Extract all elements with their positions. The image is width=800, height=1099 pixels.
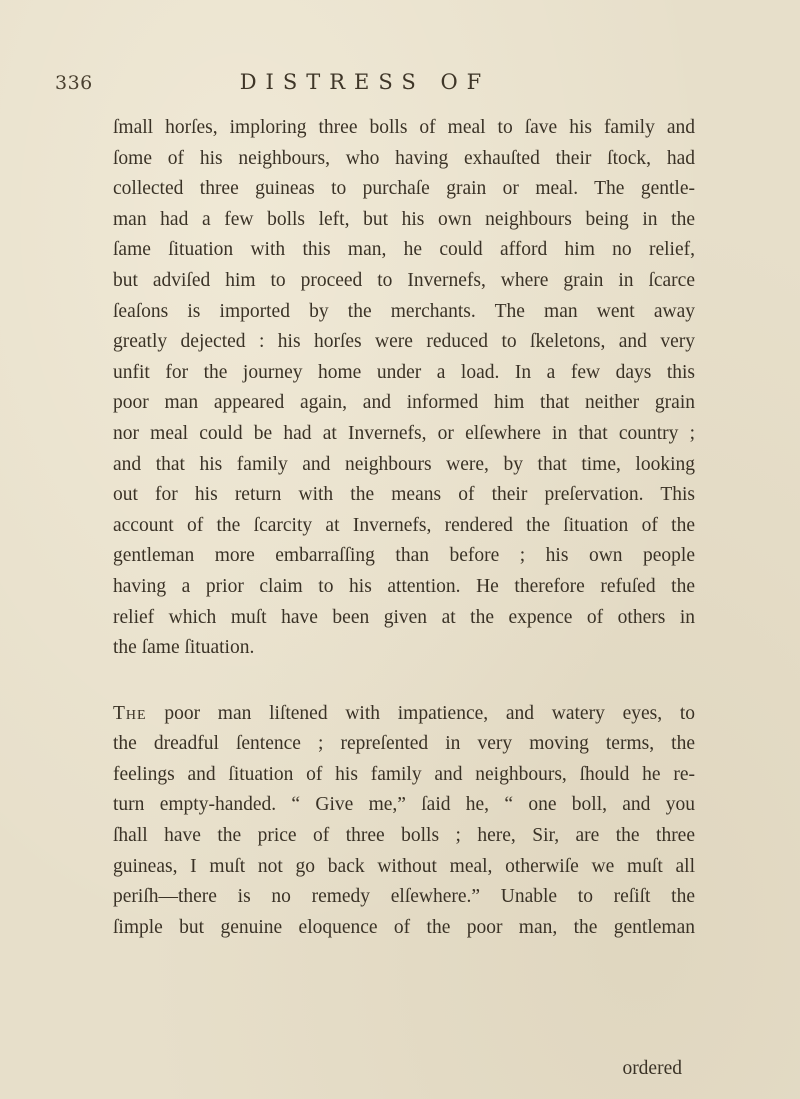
text-line: nor meal could be had at Invernefs, or elſewhere in that country ;	[113, 422, 695, 444]
text-line: turn empty-handed. “ Give me,” ſaid he, “ one boll, and you	[113, 794, 695, 816]
text-line: account of the ſcarcity at Invernefs, rendered the ſituation of the	[113, 514, 695, 536]
text-line: the dreadful ſentence ; repreſented in very moving terms, the	[113, 733, 695, 755]
body-text	[113, 113, 695, 943]
text-line: ſmall horſes, imploring three bolls of meal to ſave his family and	[113, 117, 695, 138]
page-header	[0, 66, 800, 100]
text-line: the ſame ſituation.	[113, 637, 255, 659]
text-line: ſhall have the price of three bolls ; here, Sir, are the three	[113, 825, 695, 847]
text-line-first	[113, 699, 695, 730]
text-line: out for his return with the means of their preſervation. This	[113, 484, 695, 506]
text-line: gentleman more embarraſſing than before ; his own people	[113, 545, 695, 567]
catchword: ordered	[622, 1058, 682, 1079]
text-line: collected three guineas to purchaſe grain or meal. The gentle-	[113, 178, 695, 200]
text-line: ſame ſituation with this man, he could afford him no relief,	[113, 239, 695, 261]
running-head: DISTRESS OF	[239, 70, 491, 94]
text-line: relief which muſt have been given at the expence of others in	[113, 606, 695, 628]
page-number: 336	[55, 72, 93, 94]
text-line: guineas, I muſt not go back without meal, otherwiſe we muſt all	[113, 855, 695, 877]
text-line: having a prior claim to his attention. He therefore refuſed the	[113, 575, 695, 597]
text-line: feelings and ſituation of his family and neighbours, ſhould he re-	[113, 763, 695, 785]
text-line: ſeaſons is imported by the merchants. The man went away	[113, 300, 695, 322]
first-line-rest: poor man liſtened with impatience, and watery eyes, to	[146, 702, 695, 724]
text-line: and that his family and neighbours were, by that time, looking	[113, 453, 695, 475]
text-line: greatly dejected : his horſes were reduced to ſkeletons, and very	[113, 331, 695, 353]
text-line: ſimple but genuine eloquence of the poor man, the gentleman	[113, 916, 695, 938]
text-line: but adviſed him to proceed to Invernefs, where grain in ſcarce	[113, 269, 695, 291]
text-line: periſh—there is no remedy elſewhere.” Unable to reſiſt the	[113, 886, 695, 908]
paragraph-gap	[113, 664, 695, 699]
paragraph-2	[113, 699, 695, 944]
text-line: poor man appeared again, and informed him that neither grain	[113, 392, 695, 414]
drop-word: The	[113, 702, 147, 724]
text-line: ſome of his neighbours, who having exhauſted their ſtock, had	[113, 147, 695, 169]
paragraph-1	[113, 113, 695, 664]
text-line: unfit for the journey home under a load. In a few days this	[113, 361, 695, 383]
text-line: man had a few bolls left, but his own neighbours being in the	[113, 208, 695, 230]
